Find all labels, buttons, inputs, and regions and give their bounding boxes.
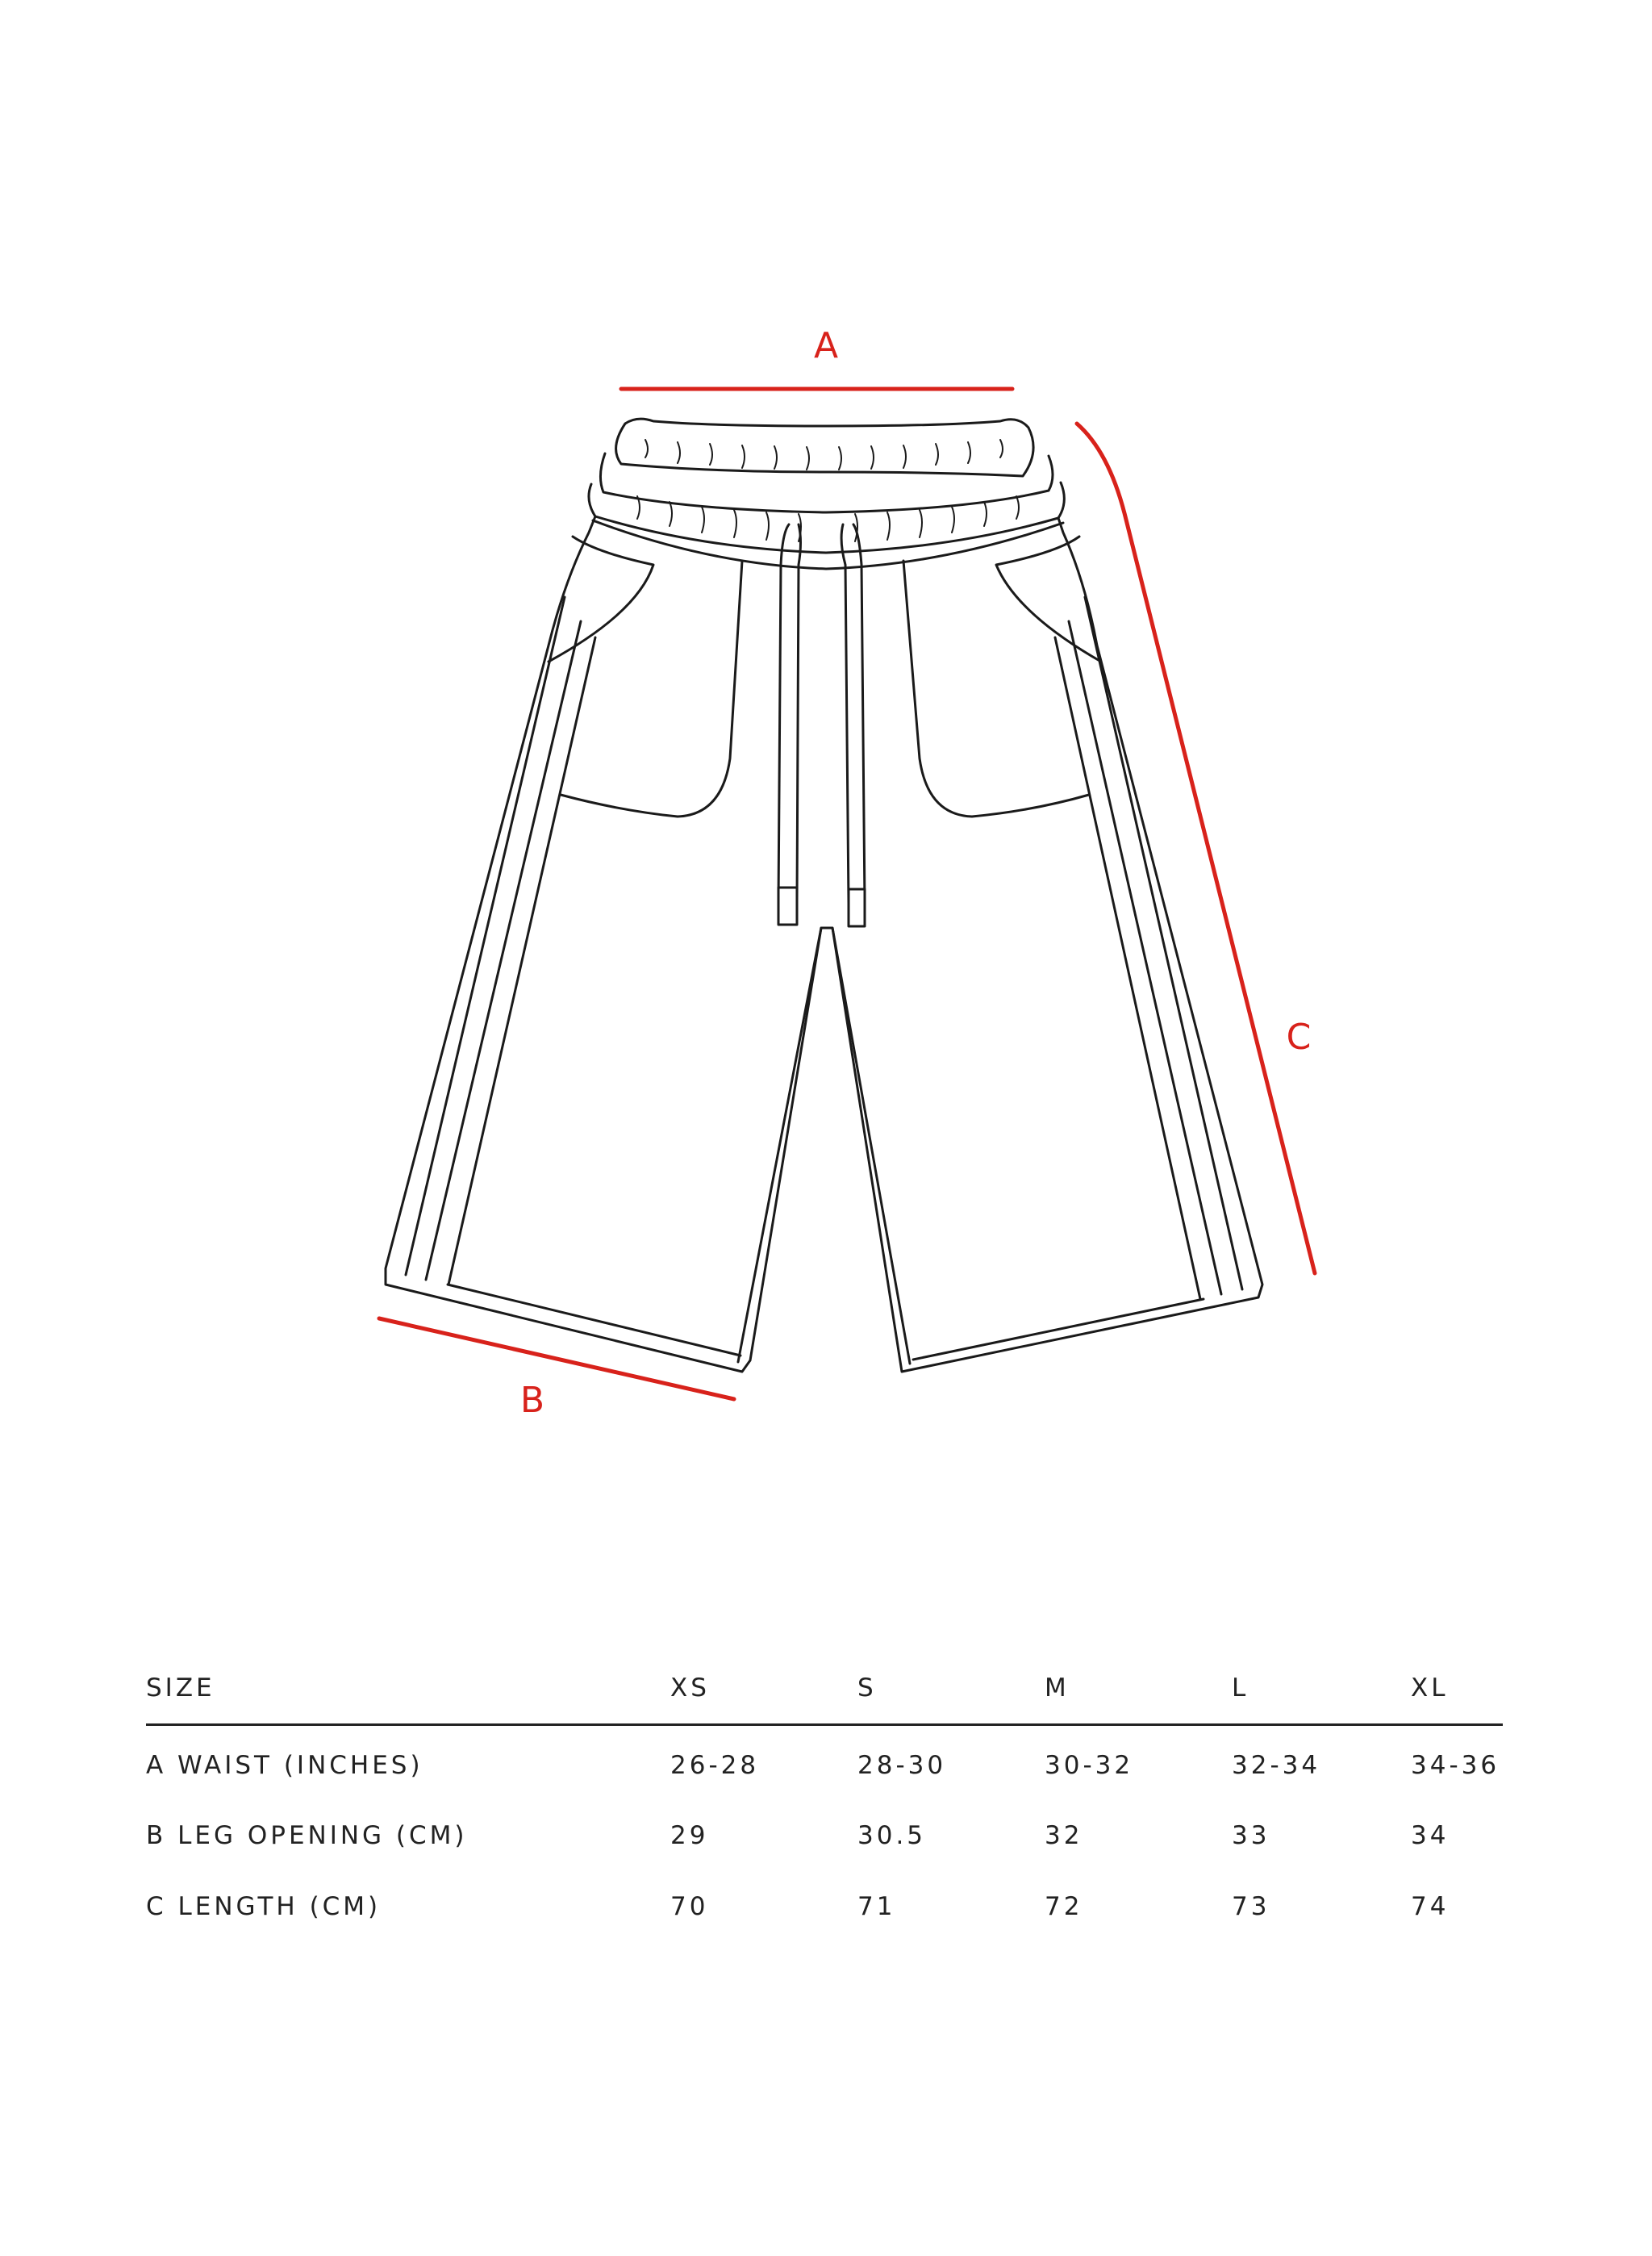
table-cell: 70: [670, 1892, 709, 1921]
header-size-xl: XL: [1411, 1662, 1503, 1725]
table-header-row: [146, 1662, 1503, 1725]
label-a: A: [813, 325, 839, 366]
table-cell: 30.5: [857, 1821, 927, 1850]
table-cell: 34: [1411, 1821, 1450, 1850]
table-row: [146, 1800, 1503, 1871]
header-size-s: S: [857, 1662, 1045, 1725]
table-cell: 71: [857, 1892, 896, 1921]
measurement-lines: [379, 389, 1315, 1399]
size-chart-table: [146, 1662, 1503, 1942]
table-cell: 28-30: [857, 1751, 947, 1780]
label-c: C: [1286, 1017, 1312, 1058]
table-cell: 74: [1411, 1892, 1450, 1921]
label-b: B: [519, 1380, 545, 1421]
table-cell: 30-32: [1045, 1751, 1134, 1780]
measure-line-c: [1077, 424, 1315, 1273]
table-row: [146, 1871, 1503, 1942]
table-cell: 34-36: [1411, 1751, 1500, 1780]
table-cell: 26-28: [670, 1751, 760, 1780]
table-row: [146, 1725, 1503, 1801]
right-pocket-bag: [903, 561, 1089, 817]
right-hem: [913, 1299, 1204, 1360]
left-side-stripes: [406, 597, 595, 1285]
row-label: A WAIST (INCHES): [146, 1751, 423, 1780]
row-label: B LEG OPENING (CM): [146, 1821, 468, 1850]
table-cell: 33: [1232, 1821, 1270, 1850]
right-inner-leg: [832, 928, 910, 1364]
header-size-l: L: [1232, 1662, 1411, 1725]
table-cell: 29: [670, 1821, 709, 1850]
measure-line-b: [379, 1318, 734, 1399]
table-cell: 32: [1045, 1821, 1083, 1850]
waistband-bottom-edge: [593, 520, 1063, 569]
table-cell: 32-34: [1232, 1751, 1321, 1780]
table-cell: 73: [1232, 1892, 1270, 1921]
header-size-m: M: [1045, 1662, 1232, 1725]
table-cell: 72: [1045, 1892, 1083, 1921]
shorts-drawing: [386, 419, 1262, 1372]
row-label: C LENGTH (CM): [146, 1892, 382, 1921]
left-pocket-bag: [561, 561, 742, 817]
right-side-stripes: [1055, 597, 1242, 1299]
drawstrings: [778, 524, 865, 926]
left-inner-leg: [738, 928, 821, 1362]
header-size-xs: XS: [670, 1662, 857, 1725]
header-size-label: SIZE: [146, 1662, 670, 1725]
shorts-outline: [386, 516, 1262, 1372]
waistband-gathers: [637, 440, 1019, 541]
